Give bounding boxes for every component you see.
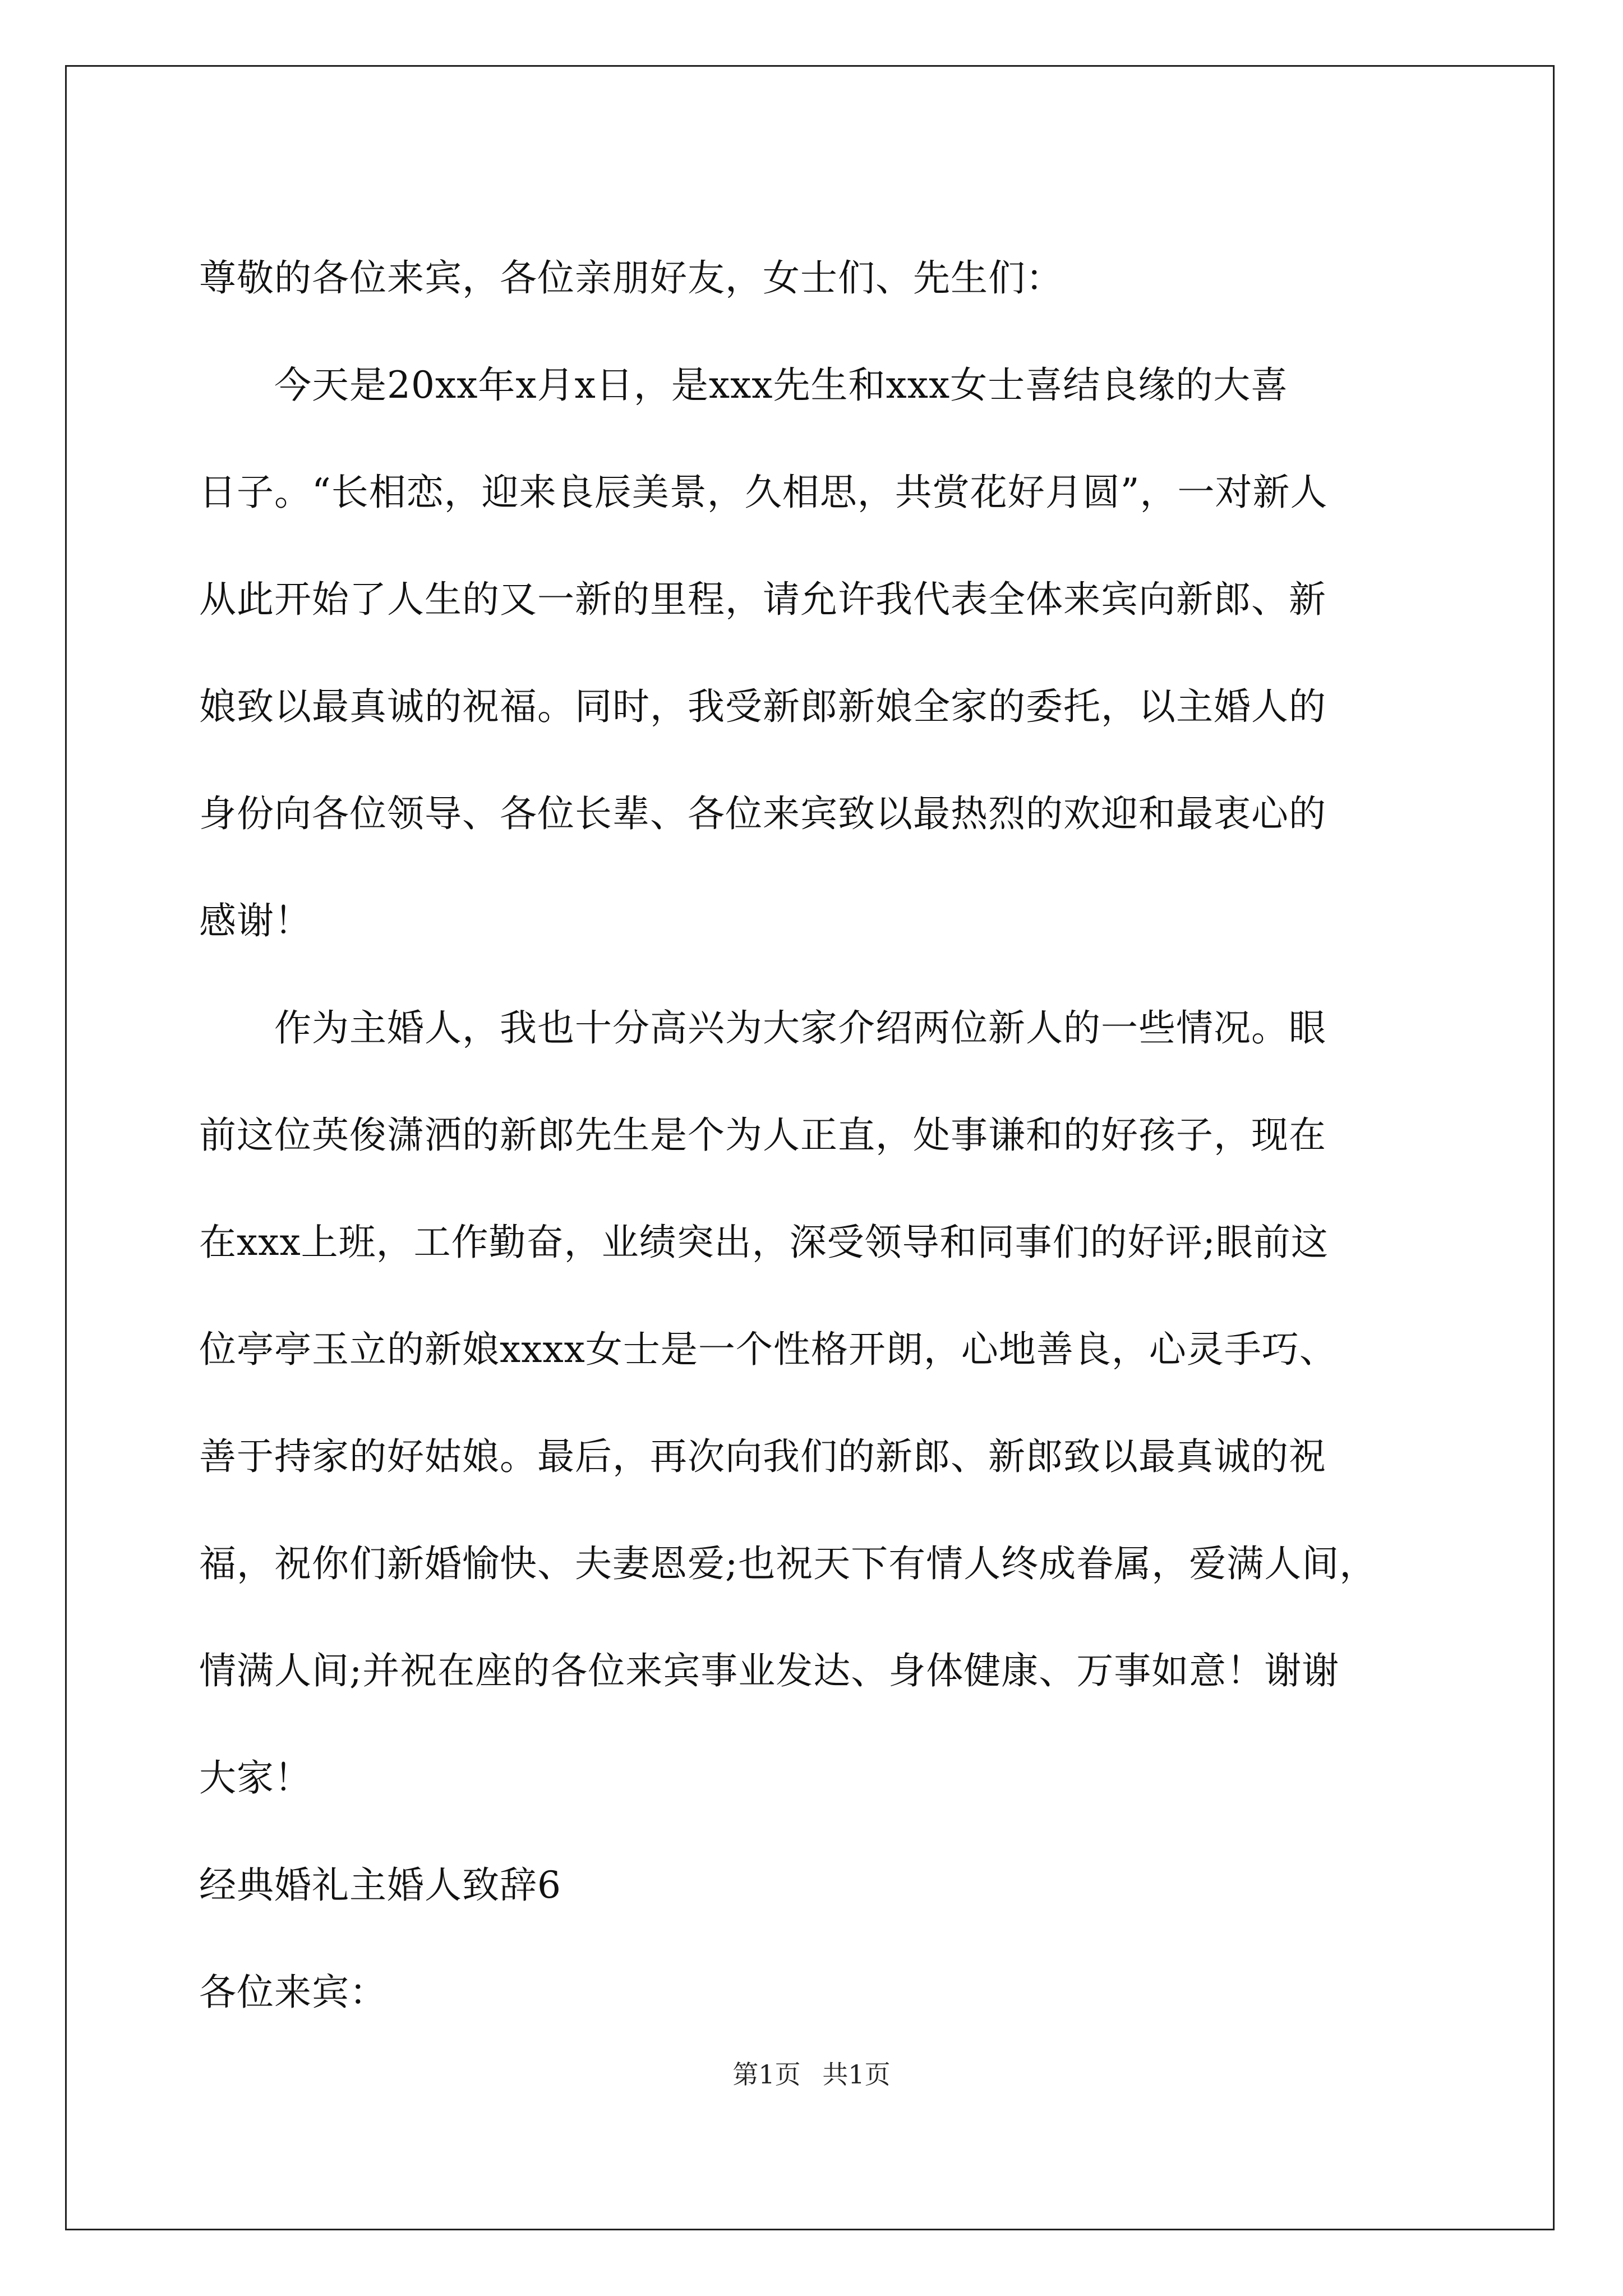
paragraph-line: 前这位英俊潇洒的新郎先生是个为人正直，处事谦和的好孩子，现在 (199, 1114, 1326, 1157)
paragraph-line: 情满人间;并祝在座的各位来宾事业发达、身体健康、万事如意！谢谢 (199, 1649, 1340, 1692)
paragraph-line: 善于持家的好姑娘。最后，再次向我们的新郎、新郎致以最真诚的祝 (199, 1435, 1326, 1478)
salutation-line: 尊敬的各位来宾，各位亲朋好友，女士们、先生们： (199, 256, 1063, 300)
paragraph-line: 感谢！ (199, 899, 312, 942)
page-number: 第1页 (732, 2059, 801, 2090)
paragraph-line: 从此开始了人生的又一新的里程，请允许我代表全体来宾向新郎、新 (199, 578, 1326, 621)
paragraph-line: 身份向各位领导、各位长辈、各位来宾致以最热烈的欢迎和最衷心的 (199, 792, 1326, 835)
salutation-line: 各位来宾： (199, 1971, 387, 2014)
paragraph-line: 位亭亭玉立的新娘xxxx女士是一个性格开朗，心地善良，心灵手巧、 (199, 1328, 1337, 1371)
page-footer (0, 2058, 1623, 2091)
paragraph-line: 作为主婚人，我也十分高兴为大家介绍两位新人的一些情况。眼 (199, 1006, 1326, 1050)
page-total: 共1页 (822, 2059, 891, 2090)
paragraph-line: 在xxx上班，工作勤奋，业绩突出，深受领导和同事们的好评;眼前这 (199, 1221, 1329, 1264)
document-body (199, 224, 1433, 2046)
paragraph-line: 娘致以最真诚的祝福。同时，我受新郎新娘全家的委托，以主婚人的 (199, 685, 1326, 728)
paragraph-line: 今天是20xx年x月x日，是xxx先生和xxx女士喜结良缘的大喜 (199, 364, 1289, 407)
paragraph-line: 福，祝你们新婚愉快、夫妻恩爱;也祝天下有情人终成眷属，爱满人间， (199, 1542, 1377, 1585)
paragraph-line: 日子。“长相恋，迎来良辰美景，久相思，共赏花好月圆”，一对新人 (199, 471, 1328, 514)
paragraph-line: 大家！ (199, 1756, 312, 1800)
section-heading: 经典婚礼主婚人致辞6 (199, 1864, 561, 1907)
